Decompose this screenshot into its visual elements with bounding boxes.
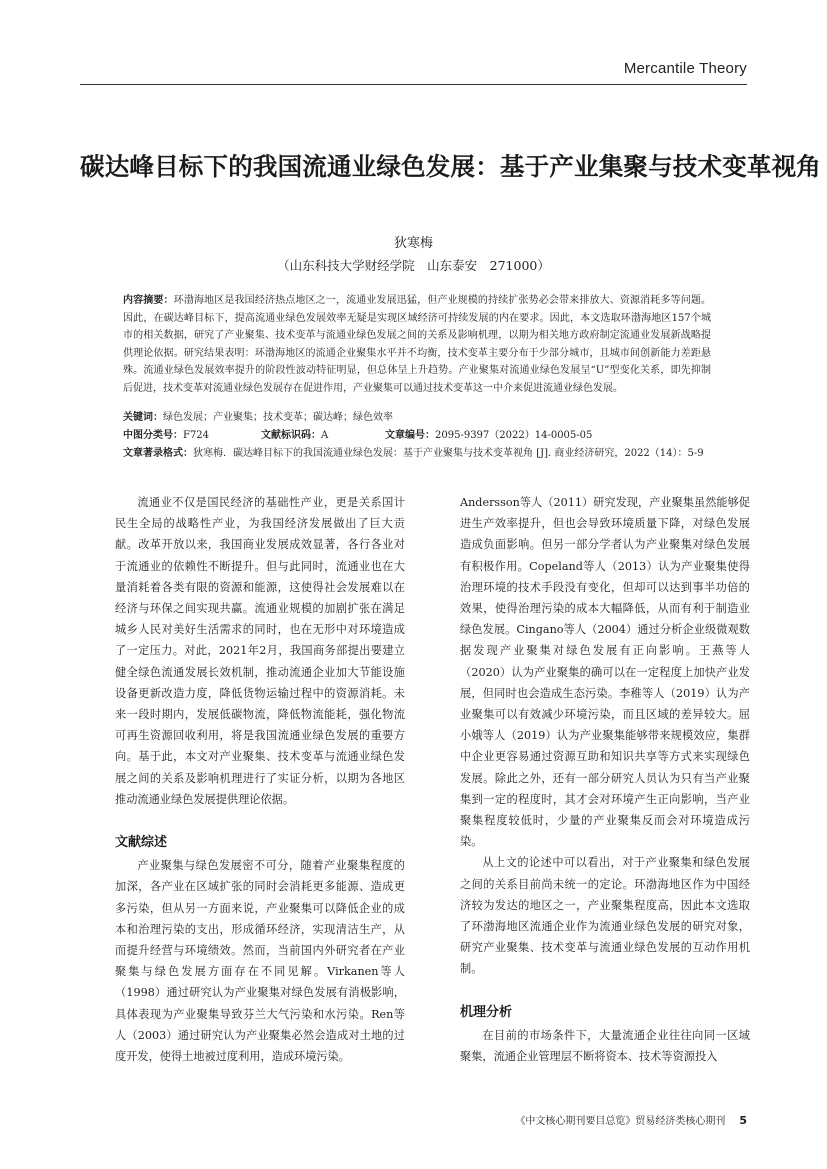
- review-summary-paragraph: 从上文的论述中可以看出，对于产业聚集和绿色发展之间的关系目前尚未统一的定论。环渤海地区作为中国经济较为发达的地区之一，产业聚集程度高，因此本文选取了环渤海地区流通企业作为流通业绿色发展的研究对象，研究产业聚集、技术变革与流通业绿色发展的互动作用机制。: [460, 856, 750, 976]
- author-name: 狄寒梅: [393, 236, 433, 251]
- citation: [123, 445, 711, 463]
- review-paragraph-continued: Andersson等人（2011）研究发现，产业聚集虽然能够促进生产效率提升，但也会导致环境质量下降，对绿色发展造成负面影响。但另一部分学者认为产业聚集对绿色发展有积极作用。Copeland等人（2013）认为产业聚集使得治理环境的技术手段没有变化，但却可以达到事半功倍的效果，使得治理污染的成本大幅降低，从而有利于制造业绿色发展。Cingano等人（2004）通过分析企业级微观数据发现产业聚集对绿色发展有正向影响。王燕等人（2020）认为产业聚集的确可以在一定程度上加快产业发展，但同时也会造成生态污染。李稚等人（2019）认为产业聚集可以有效减少环境污染，而且区域的差异较大。屈小娥等人（2019）认为产业聚集能够带来规模效应，集群中企业更容易通过资源互助和知识共享等方式来实现绿色发展。除此之外，还有一部分研究人员认为只有当产业聚集到一定的程度时，其才会对环境产生正向影响，当产业聚集程度较低时，少量的产业聚集反而会对环境造成污染。: [460, 496, 750, 849]
- article-title: 碳达峰目标下的我国流通业绿色发展：基于产业集聚与技术变革视角: [80, 152, 821, 181]
- citation-text: 狄寒梅．碳达峰目标下的我国流通业绿色发展：基于产业聚集与技术变革视角 [J]. 商业经济研究，2022（14）：5-9: [193, 448, 704, 459]
- journal-header: Mercantile Theory: [623, 60, 747, 77]
- abstract-label: 内容摘要：: [123, 295, 174, 306]
- mechanism-paragraph: 在目前的市场条件下，大量流通企业往往向同一区域聚集，流通企业管理层不断将资本、技术等资源投入: [460, 1028, 750, 1064]
- abstract: [123, 292, 711, 397]
- right-column: [460, 492, 750, 1067]
- citation-label: 文章著录格式：: [123, 448, 193, 459]
- left-column: [115, 492, 405, 1067]
- abstract-text: 环渤海地区是我国经济热点地区之一，流通业发展迅猛，但产业规模的持续扩张势必会带来排放大、资源消耗多等问题。因此，在碳达峰目标下，提高流通业绿色发展效率无疑是实现区域经济可持续发展的内在要求。因此，本文选取环渤海地区157个城市的相关数据，研究了产业聚集、技术变革与流通业绿色发展之间的关系及影响机理，以期为相关地方政府制定流通业发展新战略提供理论依据。研究结果表明：环渤海地区的流通企业聚集水平并不均衡，技术变革主要分布于少部分城市，且城市间创新能力差距悬殊。流通业绿色发展效率提升的阶段性波动特征明显，但总体呈上升趋势。产业聚集对流通业绿色发展呈“U”型变化关系，即先抑制后促进，技术变革对流通业绿色发展存在促进作用，产业聚集可以通过技术变革这一中介来促进流通业绿色发展。: [123, 295, 712, 394]
- header-divider: [80, 84, 747, 85]
- section-heading-mechanism: 机理分析: [460, 1004, 513, 1020]
- section-heading-review: 文献综述: [115, 835, 168, 851]
- footer-journal-note: 《中文核心期刊要目总览》贸易经济类核心期刊: [515, 1116, 726, 1127]
- article-id-label: 文章编号：: [385, 430, 435, 441]
- author-affiliation: （山东科技大学财经学院 山东泰安 271000）: [277, 258, 550, 273]
- review-paragraph: 产业聚集与绿色发展密不可分，随着产业聚集程度的加深，各产业在区域扩张的同时会消耗更多能源、造成更多污染，但从另一方面来说，产业聚集可以降低企业的成本和治理污染的支出，形成循环经济，实现清洁生产，从而提升经营与环境绩效。然而，当前国内外研究者在产业聚集与绿色发展方面存在不同见解。Virkanen等人（1998）通过研究认为产业聚集对绿色发展有消极影响，具体表现为产业聚集导致芬兰大气污染和水污染。Ren等人（2003）通过研究认为产业聚集必然会造成对土地的过度开发，使得土地被过度利用，造成环境污染。: [115, 859, 405, 1064]
- keywords-text: 绿色发展；产业聚集；技术变革；碳达峰；绿色效率: [163, 412, 393, 423]
- page-number: 5: [739, 1114, 747, 1127]
- clc-value: F724: [183, 430, 210, 441]
- classification-row: [123, 427, 711, 445]
- keywords-label: 关键词：: [123, 412, 163, 423]
- doc-code-value: A: [321, 430, 329, 441]
- keywords: [123, 409, 711, 427]
- doc-code-label: 文献标识码：: [261, 430, 321, 441]
- clc-label: 中图分类号：: [123, 430, 183, 441]
- article-id-value: 2095-9397（2022）14-0005-05: [435, 430, 593, 441]
- page-footer: [515, 1112, 747, 1127]
- intro-paragraph: 流通业不仅是国民经济的基础性产业，更是关系国计民生全局的战略性产业，为我国经济发展做出了巨大贡献。改革开放以来，我国商业发展成效显著，各行各业对于流通业的依赖性不断提升。但与此同时，流通业也在大量消耗着各类有限的资源和能源，这使得社会发展难以在经济与环保之间实现共赢。流通业规模的加剧扩张在满足城乡人民对美好生活需求的同时，也在无形中对环境造成了一定压力。对此，2021年2月，我国商务部提出要建立健全绿色流通发展长效机制，推动流通企业加大节能设施设备更新改造力度，降低货物运输过程中的资源消耗。未来一段时期内，发展低碳物流，降低物流能耗，强化物流可再生资源回收利用，将是我国流通业绿色发展的重要方向。基于此，本文对产业聚集、技术变革与流通业绿色发展之间的关系及影响机理进行了实证分析，以期为各地区推动流通业绿色发展提供理论依据。: [115, 496, 405, 806]
